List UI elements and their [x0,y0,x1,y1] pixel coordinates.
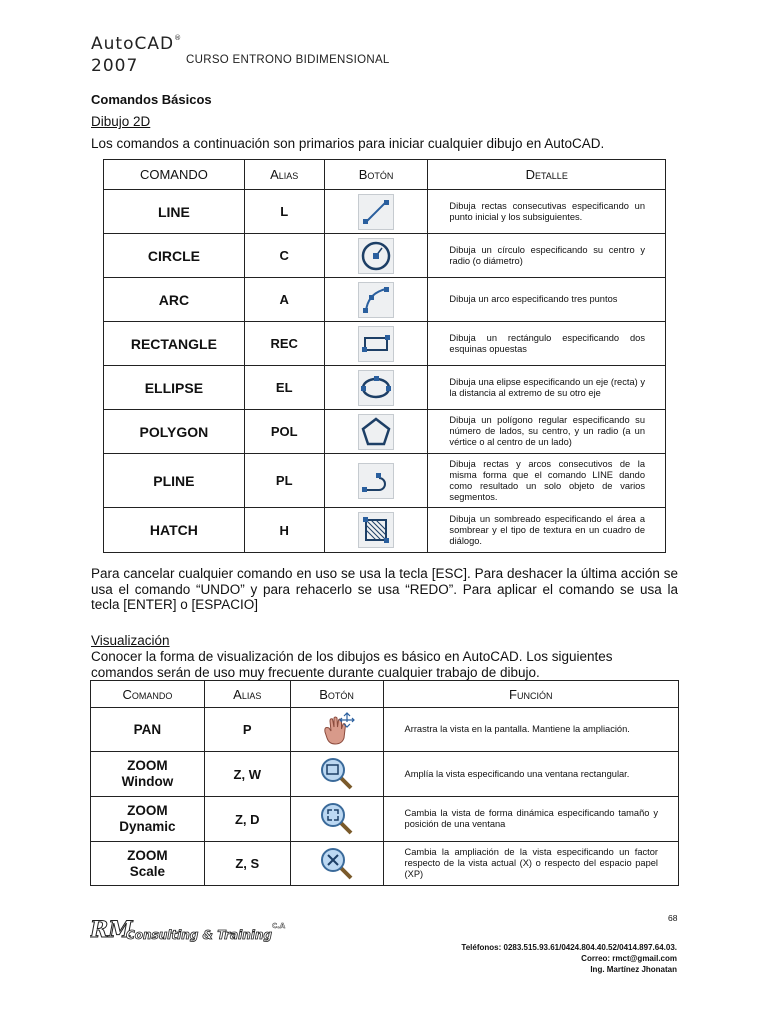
command-name: CIRCLE [104,234,245,278]
circle-icon [358,238,394,274]
command-detail: Dibuja un círculo especificando su centro y radio (o diámetro) [428,234,666,278]
command-name: ZOOM [127,847,168,863]
zoom-window-icon [319,756,355,792]
command-name-cell [91,842,205,886]
command-alias: Z, D [204,797,290,842]
header-alias: Alias [204,681,290,708]
command-alias: Z, S [204,842,290,886]
command-button-cell [324,190,428,234]
command-button-cell [324,322,428,366]
command-button-cell [324,234,428,278]
header-boton: Botón [290,681,383,708]
command-name: ZOOM [127,758,168,773]
pline-icon [358,463,394,499]
table-row [104,278,666,322]
header-alias: Alias [244,160,324,190]
header-funcion: Función [383,681,678,708]
command-detail: Dibuja un polígono regular especificando su número de lados, su centro, y un radio (a un vértice o al centro de un lado) [428,410,666,454]
command-name: PLINE [104,454,245,508]
svg-text:Consulting & Training: Consulting & Training [126,928,272,942]
logo-text: AutoCAD [91,34,175,54]
table-header-row [91,681,679,708]
command-alias: EL [244,366,324,410]
svg-text:RM: RM [90,917,133,943]
table-header-row [104,160,666,190]
command-button-cell [324,454,428,508]
header-comando: Comando [91,681,205,708]
company-logo [90,915,290,950]
command-subname: Scale [129,863,166,879]
command-alias: Z, W [204,752,290,797]
commands-table [103,159,666,553]
command-subname: Dynamic [119,819,176,834]
visualization-table [90,680,679,886]
pan-hand-icon [319,712,355,748]
command-alias: L [244,190,324,234]
logo-year: 2007 [91,56,139,76]
command-name-cell [91,708,205,752]
ellipse-icon [358,370,394,406]
command-detail: Amplía la vista especificando una ventana rectangular. [383,752,678,797]
command-detail: Cambia la vista de forma dinámica especificando tamaño y posición de una ventana [383,797,678,842]
section-title: Comandos Básicos [91,92,212,107]
command-button-cell [324,410,428,454]
command-alias: C [244,234,324,278]
zoom-scale-icon [319,846,355,882]
hatch-icon [358,512,394,548]
table-row [91,708,679,752]
command-name: PAN [133,721,162,737]
command-name: ZOOM [127,803,168,818]
command-name: HATCH [104,508,245,553]
table-row [104,322,666,366]
command-detail: Dibuja un sombreado especificando el área a sombrear y el tipo de textura en un cuadro de diálogo. [428,508,666,553]
command-name: LINE [104,190,245,234]
command-button-cell [290,842,383,886]
visualizacion-text: Conocer la forma de visualización de los dibujos es básico en AutoCAD. Los siguientes comandos serán de uso muy frecuente durante cualquier trabajo de dibujo. [91,649,613,680]
command-alias: PL [244,454,324,508]
command-button-cell [324,278,428,322]
command-detail: Dibuja rectas consecutivas especificando un punto inicial y los subsiguientes. [428,190,666,234]
table-row [91,752,679,797]
rectangle-icon [358,326,394,362]
phones: Teléfonos: 0283.515.93.61/0424.804.40.52/0414.897.64.03. [461,943,677,952]
command-alias: H [244,508,324,553]
command-name: ARC [104,278,245,322]
table-row [104,366,666,410]
header-comando: COMANDO [104,160,245,190]
command-alias: REC [244,322,324,366]
table-row [104,410,666,454]
command-button-cell [290,708,383,752]
logo-reg-mark: ® [174,34,183,42]
arc-icon [358,282,394,318]
command-alias: A [244,278,324,322]
command-subname: Window [121,774,174,789]
contact-info [461,942,677,975]
command-detail: Cambia la ampliación de la vista especificando un factor respecto de la vista actual (X) o respecto del espacio papel (XP) [383,842,678,886]
command-detail: Arrastra la vista en la pantalla. Mantiene la ampliación. [383,708,678,752]
header-detalle: Detalle [428,160,666,190]
table-row [104,234,666,278]
command-alias: POL [244,410,324,454]
command-detail: Dibuja un rectángulo especificando dos esquinas opuestas [428,322,666,366]
email: Correo: rmct@gmail.com [581,954,677,963]
table-row [91,797,679,842]
zoom-dynamic-icon [319,801,355,837]
line-icon [358,194,394,230]
polygon-icon [358,414,394,450]
autocad-logo [91,34,182,54]
table-row [104,454,666,508]
command-button-cell [290,752,383,797]
cancel-paragraph: Para cancelar cualquier comando en uso se usa la tecla [ESC]. Para deshacer la última acción se usa el comando “UNDO” y para rehacerlo se usa “REDO”. Para aplicar el comando se usa la tecla [ENTER] o [ESPACIO] [91,566,678,612]
command-name-cell [91,752,205,797]
command-button-cell [290,797,383,842]
intro-text: Los comandos a continuación son primarios para iniciar cualquier dibujo en AutoCAD. [91,136,605,151]
course-title: CURSO ENTRONO BIDIMENSIONAL [186,54,390,66]
svg-text:C.A: C.A [272,922,286,930]
command-button-cell [324,508,428,553]
command-name: RECTANGLE [104,322,245,366]
command-detail: Dibuja una elipse especificando un eje (recta) y la distancia al extremo de su otro eje [428,366,666,410]
page-number: 68 [668,913,678,923]
table-row [104,190,666,234]
command-name: POLYGON [104,410,245,454]
visualizacion-title: Visualización [91,633,170,648]
header-boton: Botón [324,160,428,190]
command-alias: P [204,708,290,752]
command-detail: Dibuja rectas y arcos consecutivos de la misma forma que el comando LINE dando como resultado un solo objeto de varios segmentos. [428,454,666,508]
command-name-cell [91,797,205,842]
command-name: ELLIPSE [104,366,245,410]
author: Ing. Martínez Jhonatan [590,965,677,974]
section-subtitle: Dibujo 2D [91,114,151,129]
command-button-cell [324,366,428,410]
command-detail: Dibuja un arco especificando tres puntos [428,278,666,322]
table-row [91,842,679,886]
table-row [104,508,666,553]
